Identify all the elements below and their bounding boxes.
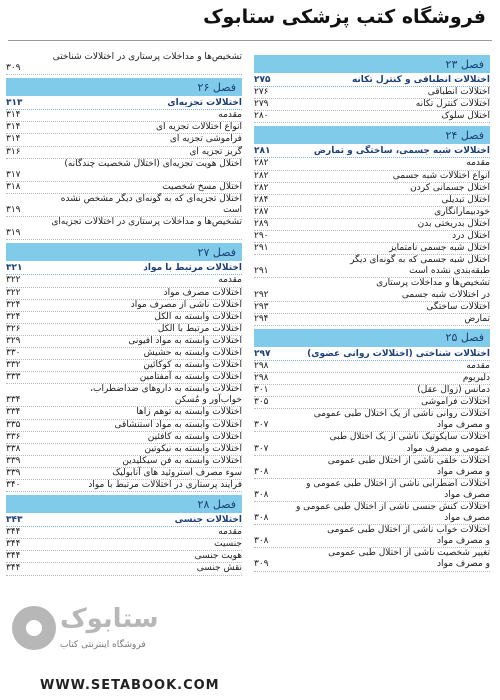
toc-entry [6,432,242,444]
toc-entry-title: و مصرف مواد [437,559,490,570]
toc-entry-title: هویت جنسی [194,551,242,562]
toc-entry [6,170,242,182]
toc-entry-title: تشخیص‌ها و مداخلات پرستاری در اختلالات شناختی [52,52,242,62]
toc-entry-page: ۳۴۴ [6,563,21,574]
toc-entry [254,75,490,87]
toc-entry-page: ۲۹۷ [254,348,271,359]
toc-entry-title: در اختلالات شبه جسمی [401,289,490,300]
toc-entry-title: اختلالات ناشی از مصرف مواد [130,299,242,310]
toc-entry-page: ۳۲۲ [6,275,21,286]
toc-entry-title: خودبیمارانگاری [434,206,490,217]
toc-entry-page: ۳۳۹ [6,467,21,478]
toc-entry-page: ۳۱۹ [6,205,21,216]
toc-entry [6,480,242,492]
toc-entry [6,515,242,527]
chapter-23-header [254,55,490,73]
toc-entry [6,539,242,551]
toc-entry-page: ۲۸۰ [254,111,269,122]
toc-entry-page: ۳۰۱ [254,385,269,396]
toc-entry-title: اختلالات ساختگی [426,301,490,312]
toc-entry-page: ۳۱۴ [6,134,21,145]
toc-entry [254,349,490,361]
toc-entry-page: ۲۹۸ [254,372,269,383]
toc-entry-page: ۲۹۴ [254,313,269,324]
toc-entry [254,361,490,373]
toc-entry-page: ۳۳۸ [6,443,21,454]
toc-entry [6,134,242,146]
toc-entry-page: ۳۰۹ [254,559,269,570]
toc-entry [254,502,490,513]
website-url[interactable]: WWW.SETABOOK.COM [40,678,220,693]
toc-entry [254,373,490,385]
toc-entry-title: اختلال بدریختی بدن [417,218,490,229]
toc-entry-page: ۳۳۴ [6,395,21,406]
toc-entry-title: اختلالات کنترل تکانه [415,99,490,110]
toc-entry-title: مقدمه [218,275,242,286]
toc-entry-title: مصرف مواد [444,489,490,500]
toc-entry [254,219,490,231]
toc-entry-title: اختلالات وابسته به کوکائین [143,360,242,371]
toc-entry-page: ۲۹۱ [254,243,269,254]
chapter-28-entries [6,515,242,575]
toc-entry-title: انواع اختلالات شبه جسمی [392,170,490,181]
toc-entry [254,290,490,302]
toc-entry-title: دمانس (زوال عقل) [417,385,490,396]
toc-entry [254,420,490,432]
toc-entry [6,312,242,324]
setabook-watermark-logo [8,600,186,664]
toc-entry [254,490,490,502]
toc-entry-page: ۳۳۶ [6,431,21,442]
toc-entry [6,324,242,336]
toc-entry-page: ۳۴۴ [6,539,21,550]
chapter-27-header [6,243,242,261]
toc-entry-page: ۳۱۶ [6,146,21,157]
chapter-24-header [254,126,490,144]
toc-entry-title: اختلالات فراموشی [421,397,490,408]
toc-entry [6,182,242,194]
toc-entry [254,255,490,266]
toc-entry-title: اختلالات شبه جسمی، ساختگی و تمارض [313,146,490,157]
chapter-25-title: فصل ۲۵ [445,331,484,345]
toc-entry-page: ۳۳۴ [6,407,21,418]
chapter-24-title: فصل ۲۴ [445,128,484,142]
toc-entry-page: ۳۴۴ [6,527,21,538]
toc-entry [254,385,490,397]
toc-entry-page: ۳۲۴ [6,299,21,310]
toc-entry-page: ۳۰۵ [254,397,269,408]
toc-entry [254,146,490,158]
toc-entry [254,432,490,443]
toc-entry-page: ۲۷۵ [254,75,271,85]
toc-entry-title: اختلالات مرتبط با الکل [157,323,242,334]
toc-entry-title: خواب‌آور و مُسکن [174,395,242,406]
toc-entry-title: اختلال شبه جسمی که به گونه‌ای دیگر [350,255,490,266]
toc-entry-title: اختلال جسمانی کردن [410,182,490,193]
chapter-24-entries [254,146,490,325]
toc-entry [6,275,242,287]
toc-entry-page: ۲۸۱ [254,146,271,157]
toc-entry-title: اختلالات وابسته به مواد استنشاقی [114,419,242,430]
toc-entry [254,266,490,278]
toc-entry [254,409,490,420]
toc-entry [254,158,490,170]
toc-entry-title: اختلال شبه جسمی نامتمایز [389,243,490,254]
toc-entry-page: ۳۱۸ [6,181,21,192]
toc-entry [6,63,242,75]
toc-left-column [6,52,242,576]
toc-entry-page: ۳۰۸ [254,466,269,477]
chapter-23-entries [254,75,490,123]
toc-entry [254,302,490,314]
toc-entry [254,444,490,456]
toc-entry-title: اختلالات وابسته به توهم زاها [136,407,242,418]
toc-entry [6,395,242,407]
toc-entry [254,314,490,326]
toc-entry-page: ۲۹۲ [254,289,269,300]
toc-entry [6,407,242,419]
toc-entry-title: مقدمه [218,110,242,121]
toc-entry-page: ۳۱۴ [6,122,21,133]
toc-entry-page: ۳۰۹ [6,63,21,74]
toc-entry [254,479,490,490]
toc-entry-title: اختلالات وابسته به مواد افیونی [128,335,242,346]
toc-entry-title: گریز تجزیه ای [189,146,242,157]
toc-entry [6,360,242,372]
toc-entry-page: ۲۹۱ [254,266,269,277]
toc-entry [254,397,490,409]
toc-entry [254,525,490,536]
toc-entry-page: ۳۴۰ [6,480,21,490]
toc-entry [6,217,242,228]
toc-entry [6,384,242,395]
toc-entry-page: ۳۳۹ [6,455,21,466]
toc-entry-title: انواع اختلالات تجزیه ای [155,122,242,133]
toc-entry-page: ۳۲۶ [6,323,21,334]
chapter-25-header [254,329,490,347]
toc-entry-page: ۲۸۹ [254,218,269,229]
toc-entry-title: اختلال مسخ شخصیت [162,181,242,192]
toc-entry-page: ۳۲۲ [6,287,21,298]
toc-entry-title: اختلالات اضطرابی ناشی از اختلال طبی عمومی و [306,478,490,489]
toc-entry [254,559,490,571]
toc-entry [6,420,242,432]
toc-entry [6,159,242,170]
toc-entry-title: اختلالات جنسی [174,515,242,526]
toc-entry-page: ۲۸۲ [254,170,269,181]
toc-entry-page: ۳۴۴ [6,551,21,562]
toc-entry-page: ۳۰۷ [254,443,269,454]
toc-entry [254,99,490,111]
logo-wordmark: ستابوک [60,604,159,634]
toc-entry [6,110,242,122]
toc-entry-page: ۳۰۸ [254,536,269,547]
chapter-26-title: فصل ۲۶ [197,80,236,94]
toc-entry-page: ۲۹۸ [254,360,269,371]
toc-entry-page: ۳۱۷ [6,169,21,180]
toc-entry-page: ۲۸۷ [254,206,269,217]
toc-entry [6,228,242,240]
toc-entry-page: ۳۳۵ [6,419,21,430]
toc-entry-title: فراموشی تجزیه ای [169,134,242,145]
toc-entry [254,536,490,548]
toc-entry-page: ۳۰۷ [254,420,269,431]
toc-entry [6,551,242,563]
toc-entry-title: نقش جنسی [196,563,242,574]
toc-entry-title: اختلالات وابسته به آمفتامین [139,372,242,383]
toc-entry-title: اختلالات تجزیه‌ای [167,98,242,109]
toc-entry [6,563,242,575]
toc-entry-page: ۳۲۱ [6,263,23,274]
toc-entry-page: ۲۹۳ [254,301,269,312]
chapter-26-header [6,78,242,96]
toc-entry [6,147,242,159]
toc-entry [6,205,242,217]
toc-entry-title: اختلالات انطباقی و کنترل تکانه [351,75,490,85]
toc-entry [6,444,242,456]
toc-entry-title: اختلالات مرتبط با مواد [143,263,242,274]
intro-entries [6,52,242,75]
toc-entry-title: تغییر شخصیت ناشی از اختلال طبی عمومی [328,548,490,559]
toc-entry [254,207,490,219]
toc-entry [254,195,490,207]
toc-entry [6,468,242,480]
toc-entry-title: و مصرف مواد [437,536,490,547]
toc-entry [6,336,242,348]
toc-entry [254,171,490,183]
toc-entry-page: ۳۳۲ [6,360,21,371]
toc-entry-title: اختلالات خلقی ناشی از اختلال طبی عمومی [327,455,490,466]
toc-entry-title: اختلال سلوک [441,111,490,122]
chapter-25-entries [254,349,490,572]
toc-entry-title: اختلالات وابسته به نیکوتین [144,443,242,454]
toc-entry [254,243,490,255]
toc-entry-title: و مصرف مواد [437,420,490,431]
toc-entry-page: ۳۳۰ [6,347,21,358]
toc-entry-title: اختلالات روانی ناشی از یک اختلال طبی عمومی [313,409,490,420]
toc-entry-title: فرایند پرستاری در اختلالات مرتبط با مواد [88,480,242,490]
toc-entry-title: مصرف مواد [444,513,490,524]
toc-entry-page: ۳۴۳ [6,515,23,526]
toc-entry-title: اختلال هویت تجزیه‌ای (اختلال شخصیت چندگانه) [64,158,242,169]
toc-entry-title: مقدمه [466,158,490,169]
toc-entry-page: ۲۸۲ [254,158,269,169]
chapter-26-entries [6,98,242,240]
toc-entry [6,122,242,134]
toc-entry [254,278,490,289]
toc-entry-title: اختلال درد [452,231,490,242]
toc-entry [6,194,242,205]
toc-entry-page: ۳۲۹ [6,335,21,346]
toc-entry-title: اختلالات سایکوتیک ناشی از یک اختلال طبی [329,432,490,443]
chapter-28-title: فصل ۲۸ [197,497,236,511]
toc-entry-title: تمارض [464,313,490,324]
toc-entry-page: ۳۰۸ [254,489,269,500]
toc-entry-title: تشخیص‌ها و مداخلات پرستاری [376,278,490,289]
toc-entry [6,263,242,275]
toc-entry [254,111,490,123]
toc-entry-page: ۲۸۴ [254,194,269,205]
toc-entry-title: اختلالات شناختی (اختلالات روانی عضوی) [307,348,490,359]
toc-entry-title: دلیریوم [462,372,490,383]
toc-entry-title: سوء مصرف استروئید های آنابولیک [112,467,242,478]
toc-entry-page: ۲۷۹ [254,99,269,110]
toc-entry [6,348,242,360]
toc-entry [254,513,490,525]
chapter-28-header [6,495,242,513]
toc-entry [254,87,490,99]
toc-entry-page: ۲۷۶ [254,87,269,98]
toc-entry [6,372,242,384]
chapter-27-title: فصل ۲۷ [197,245,236,259]
toc-right-column [254,52,490,572]
toc-entry [254,456,490,467]
header-divider [8,40,492,41]
toc-entry [6,288,242,300]
toc-entry-title: عمومی و مصرف مواد [406,443,490,454]
logo-tagline: فروشگاه اینترنتی کتاب [60,640,146,650]
toc-entry [6,300,242,312]
toc-entry [254,183,490,195]
toc-entry-title: اختلالات وابسته به الکل [154,311,242,322]
toc-entry-title: اختلالات وابسته به فن سیکلیدین [122,455,242,466]
chapter-23-title: فصل ۲۳ [445,57,484,71]
toc-entry [254,548,490,559]
toc-entry [6,527,242,539]
toc-entry-title: اختلالات کنش جنسی ناشی از اختلال طبی عمومی و [295,502,490,512]
speech-bubble-icon [12,606,56,650]
toc-entry-page: ۳۱۳ [6,98,23,109]
toc-entry [254,231,490,243]
toc-entry-page: ۳۳۳ [6,372,21,383]
toc-entry-title: طبقه‌بندی نشده است [409,266,490,277]
toc-entry-page: ۳۲۴ [6,311,21,322]
toc-entry-title: اختلال تبدیلی [441,194,490,205]
toc-entry-title: جنسیت [214,539,242,550]
page-title: فروشگاه کتب پزشکی ستابوک [203,6,486,28]
toc-entry-title: مقدمه [218,527,242,538]
toc-entry-title: اختلالات وابسته به کافئین [147,431,242,442]
toc-entry [6,52,242,63]
toc-entry [6,456,242,468]
toc-entry [254,467,490,479]
toc-entry-title: اختلالات خواب ناشی از اختلال طبی عمومی [327,525,490,536]
toc-entry-page: ۳۱۴ [6,110,21,121]
toc-entry-title: اختلالات انطباقی [427,87,490,98]
toc-entry-title: و مصرف مواد [437,466,490,477]
toc-entry-page: ۳۱۹ [6,228,21,239]
toc-entry-page: ۲۸۲ [254,182,269,193]
toc-entry-title: تشخیص‌ها و مداخلات پرستاری در اختلالات تجزیه‌ای [51,217,242,228]
toc-entry-title: اختلال تجزیه‌ای که به گونه‌ای دیگر مشخص نشده [60,193,242,204]
toc-entry-title: اختلالات مصرف مواد [163,287,242,298]
toc-entry [6,98,242,110]
toc-entry-title: اختلالات وابسته به داروهای ضداضطراب، [90,384,242,395]
chapter-27-entries [6,263,242,492]
toc-entry-title: اختلالات وابسته به حشیش [143,347,242,358]
toc-entry-title: است [223,205,242,216]
toc-entry-title: مقدمه [466,360,490,371]
toc-entry-page: ۳۰۸ [254,513,269,524]
toc-entry-page: ۲۹۰ [254,231,269,242]
